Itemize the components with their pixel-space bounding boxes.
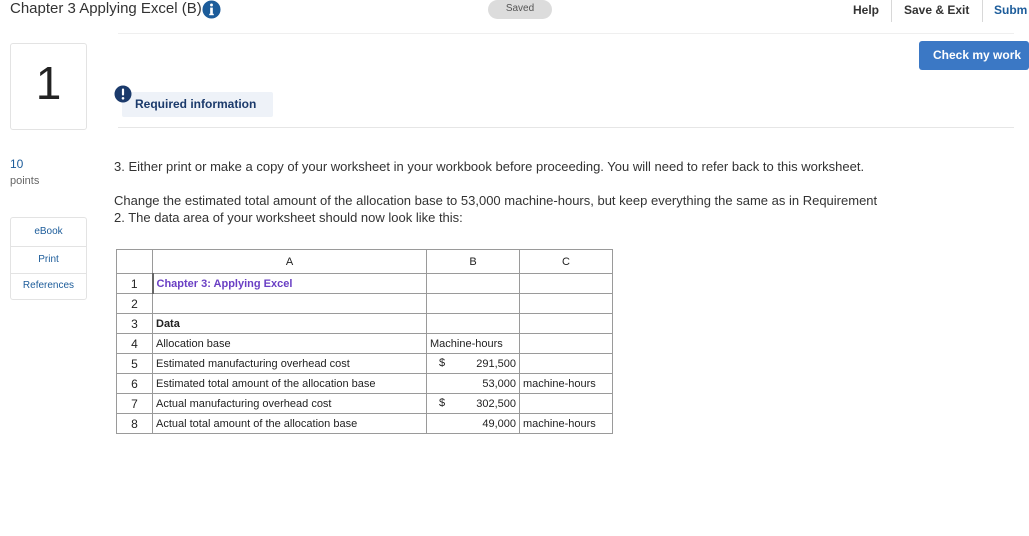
cell-b xyxy=(427,394,520,414)
cell-c xyxy=(520,274,613,294)
row-number: 7 xyxy=(117,394,153,414)
cell-b xyxy=(427,354,520,374)
table-row xyxy=(117,374,613,394)
resource-links xyxy=(10,217,87,300)
ebook-link[interactable]: eBook xyxy=(34,226,63,237)
info-icon[interactable] xyxy=(202,0,221,19)
cell-a: Actual manufacturing overhead cost xyxy=(153,394,427,414)
save-exit-button[interactable]: Save & Exit xyxy=(904,3,970,17)
cell-b xyxy=(427,294,520,314)
top-bar xyxy=(0,0,1028,22)
table-row xyxy=(117,414,613,434)
row-number: 2 xyxy=(117,294,153,314)
link-divider xyxy=(11,273,86,274)
link-divider xyxy=(11,246,86,247)
row-number: 8 xyxy=(117,414,153,434)
points-label: points xyxy=(10,175,40,187)
points-value: 10 xyxy=(10,157,24,171)
cell-a: Data xyxy=(153,314,427,334)
header-divider xyxy=(118,33,1014,34)
row-number: 6 xyxy=(117,374,153,394)
corner-cell xyxy=(117,250,153,274)
row-number: 5 xyxy=(117,354,153,374)
cell-a: Chapter 3: Applying Excel xyxy=(153,274,427,294)
check-my-work-button[interactable]: Check my work xyxy=(919,41,1029,70)
print-link[interactable]: Print xyxy=(38,254,59,265)
table-row xyxy=(117,294,613,314)
worksheet-table xyxy=(116,249,613,434)
question-number-card xyxy=(10,43,87,130)
cell-c xyxy=(520,354,613,374)
saved-status-badge: Saved xyxy=(488,0,552,19)
table-row xyxy=(117,394,613,414)
cell-c: machine-hours xyxy=(520,414,613,434)
help-button[interactable]: Help xyxy=(853,3,880,17)
cell-a: Estimated total amount of the allocation base xyxy=(153,374,427,394)
toolbar-divider xyxy=(982,0,983,22)
toolbar-divider xyxy=(891,0,892,22)
cell-b: 53,000 xyxy=(427,374,520,394)
table-row xyxy=(117,314,613,334)
references-link[interactable]: References xyxy=(22,280,75,291)
column-header-row xyxy=(117,250,613,274)
cell-c xyxy=(520,314,613,334)
section-divider xyxy=(118,127,1014,128)
cell-c xyxy=(520,394,613,414)
currency-symbol: $ xyxy=(439,357,446,369)
cell-a: Allocation base xyxy=(153,334,427,354)
currency-symbol: $ xyxy=(439,397,446,409)
cell-c: machine-hours xyxy=(520,374,613,394)
alert-icon xyxy=(114,85,132,103)
cell-a: Actual total amount of the allocation base xyxy=(153,414,427,434)
assignment-title: Chapter 3 Applying Excel (B) xyxy=(10,0,202,17)
instruction-step-3: 3. Either print or make a copy of your worksheet in your workbook before proceeding. You will need to refer back to this worksheet. xyxy=(114,159,865,174)
cell-b xyxy=(427,314,520,334)
question-number: 1 xyxy=(35,57,62,109)
table-row xyxy=(117,354,613,374)
required-information-tab[interactable]: Required information xyxy=(122,92,273,117)
submit-button[interactable]: Subm xyxy=(994,3,1028,17)
cell-a: Estimated manufacturing overhead cost xyxy=(153,354,427,374)
row-number: 1 xyxy=(117,274,153,294)
row-number: 4 xyxy=(117,334,153,354)
table-row xyxy=(117,334,613,354)
cell-b: 49,000 xyxy=(427,414,520,434)
column-header-c: C xyxy=(520,250,613,274)
table-row xyxy=(117,274,613,294)
cell-b xyxy=(427,274,520,294)
instruction-change-line-2: 2. The data area of your worksheet should now look like this: xyxy=(114,210,463,225)
cell-c xyxy=(520,294,613,314)
cell-value: 302,500 xyxy=(476,397,516,410)
instruction-change-line-1: Change the estimated total amount of the allocation base to 53,000 machine-hours, but keep everything the same as in Requirement xyxy=(114,193,878,208)
column-header-b: B xyxy=(427,250,520,274)
row-number: 3 xyxy=(117,314,153,334)
cell-value: 291,500 xyxy=(476,357,516,370)
column-header-a: A xyxy=(153,250,427,274)
cell-a xyxy=(153,294,427,314)
cell-b: Machine-hours xyxy=(427,334,520,354)
cell-c xyxy=(520,334,613,354)
